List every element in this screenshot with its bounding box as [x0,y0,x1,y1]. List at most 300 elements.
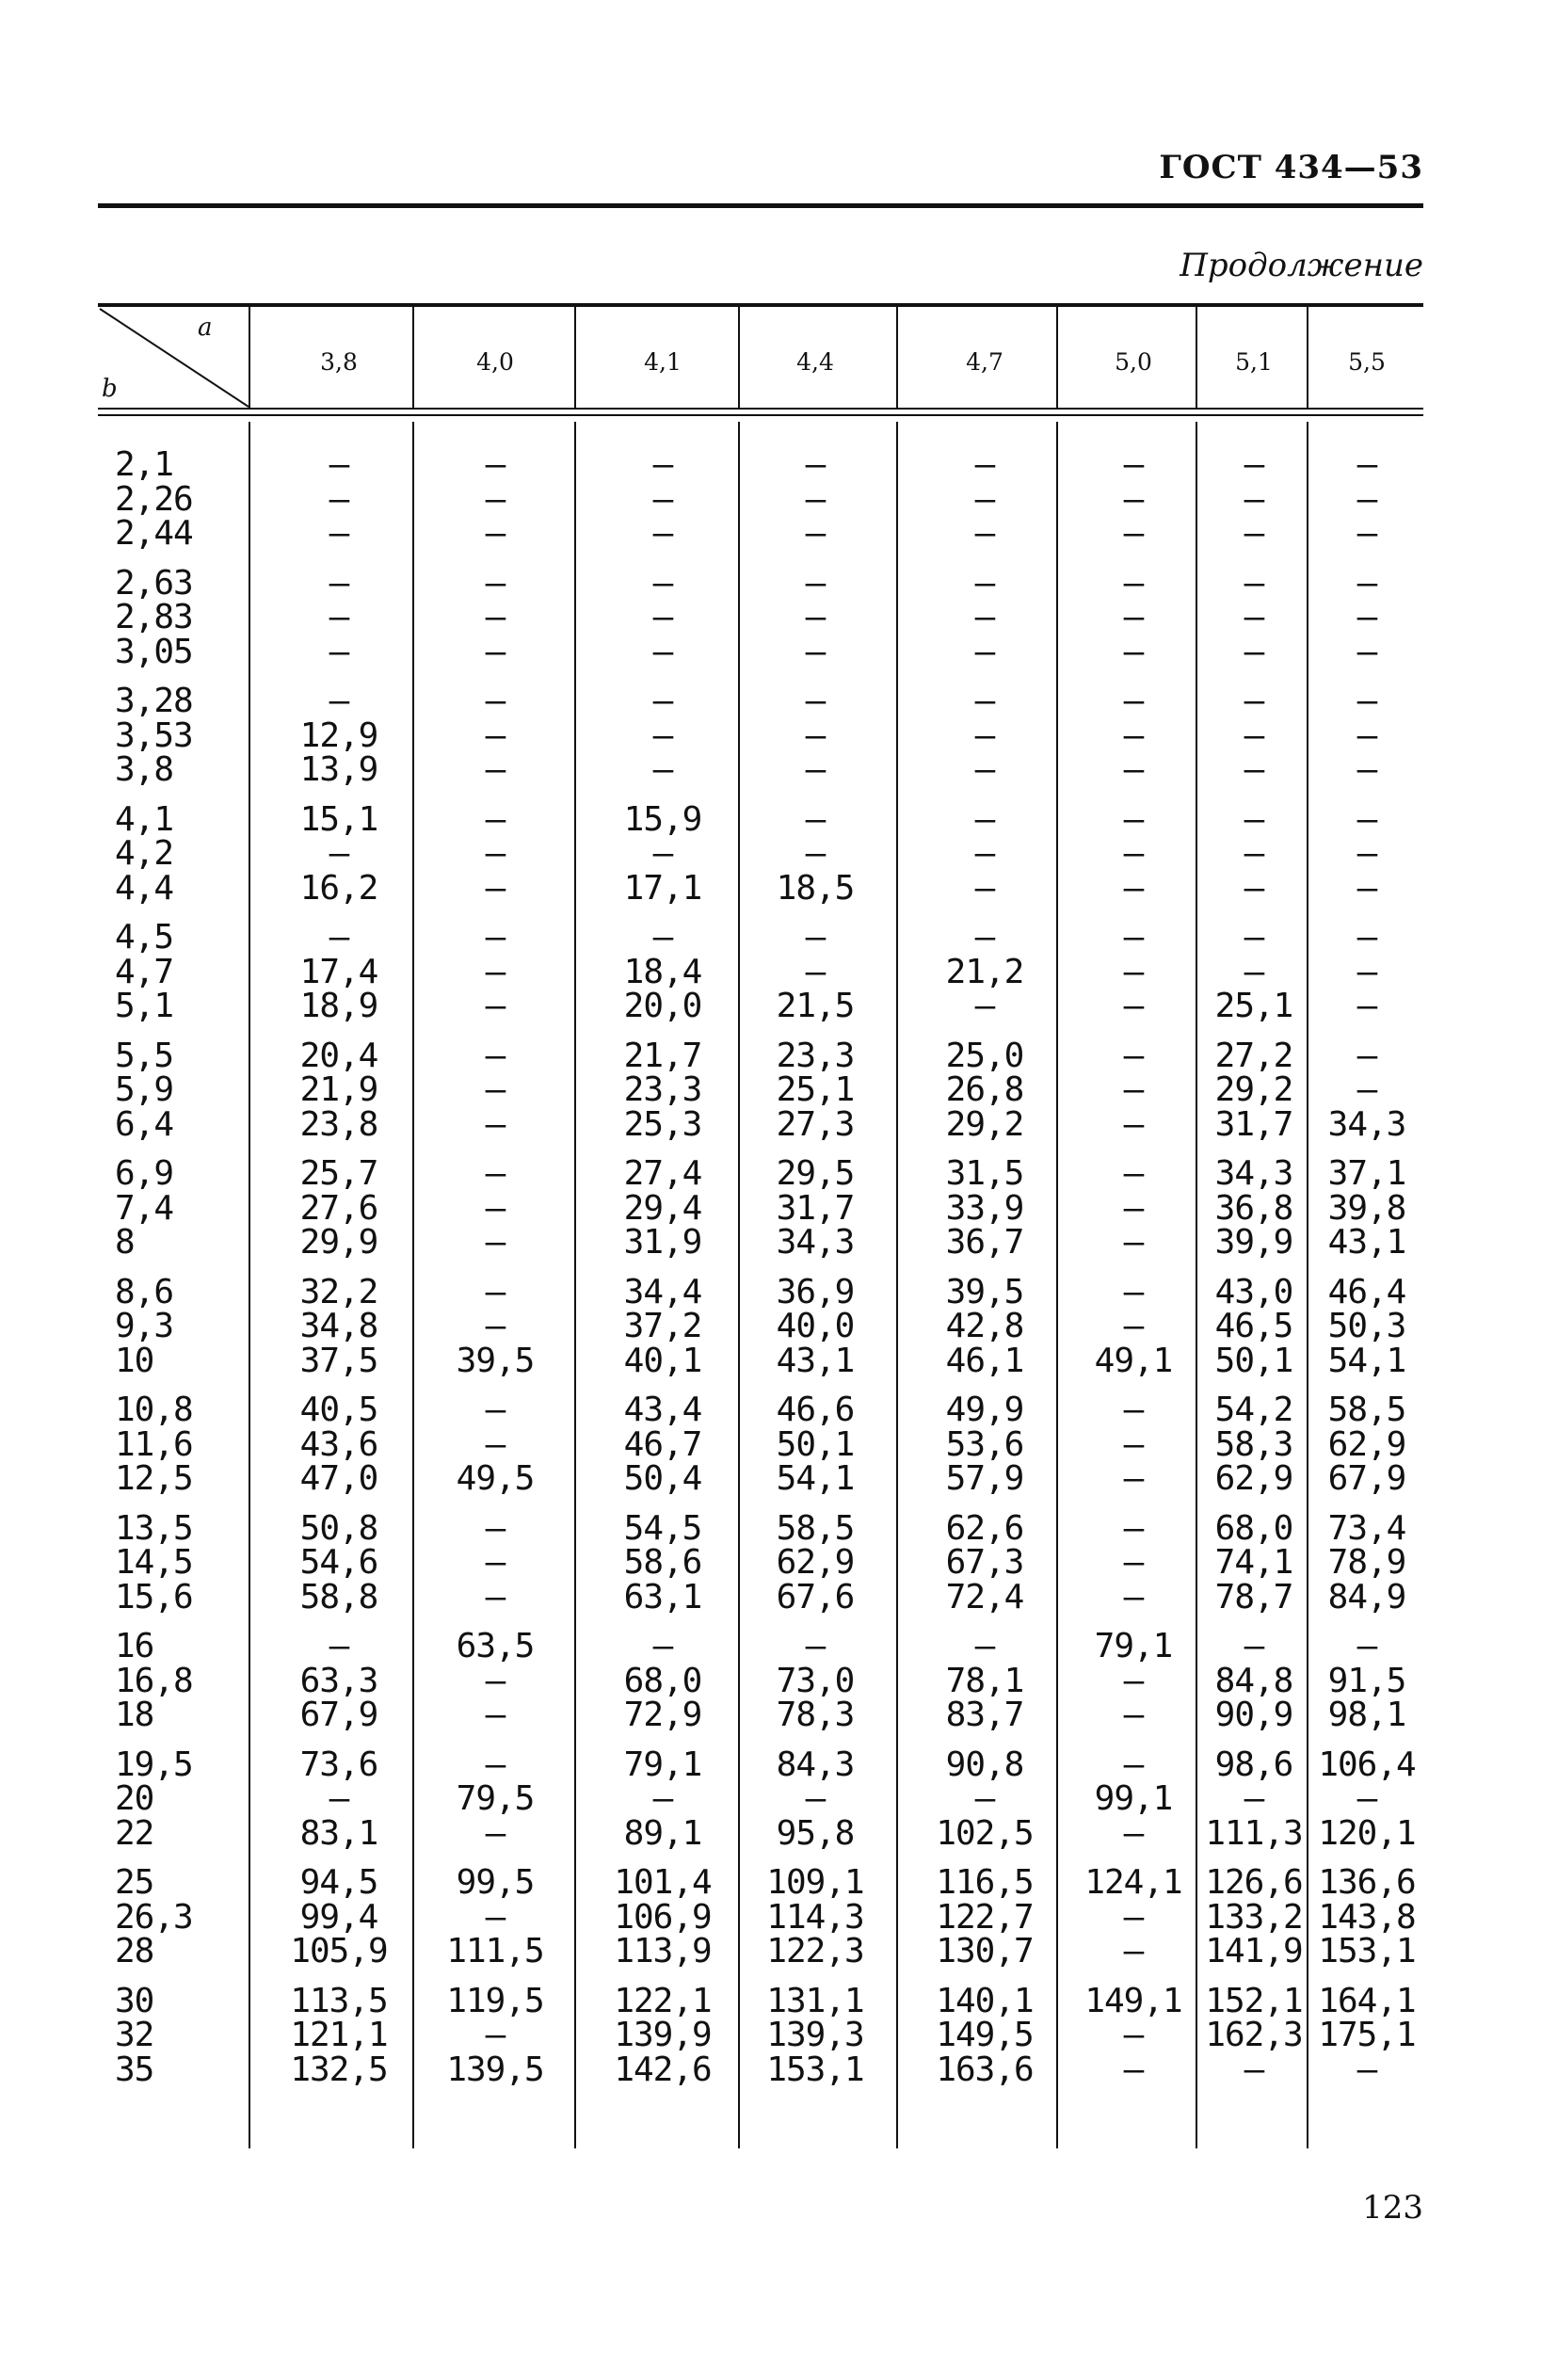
table-cell: — [1123,918,1144,957]
table-cell: 132,5 [290,2050,388,2089]
table-cell: 39,9 [1214,1223,1293,1262]
table-cell: 101,4 [614,1863,712,1902]
table-cell: — [1123,1104,1144,1144]
table-cell: — [1356,750,1377,789]
table-cell: 78,3 [776,1696,855,1734]
table-cell: 153,1 [1318,1932,1416,1970]
table-cell: — [1123,1188,1144,1228]
table-cell: 141,9 [1205,1932,1303,1970]
table-cell: 62,6 [945,1508,1024,1548]
row-label: 28 [115,1932,154,1970]
row-label: 30 [115,1981,154,2020]
table-cell: — [485,1543,506,1582]
table-cell: — [329,1779,349,1818]
row-label: 6,9 [115,1154,174,1193]
table-cell: — [974,479,995,519]
table-cell: 34,4 [623,1272,702,1311]
table-cell: 136,6 [1318,1863,1416,1902]
table-cell: 49,1 [1094,1341,1173,1380]
table-cell: 36,7 [945,1223,1024,1262]
table-cell: — [805,445,826,484]
table-cell: — [1123,1223,1144,1262]
row-label: 12,5 [115,1459,193,1498]
table-cell: — [974,716,995,755]
table-cell: — [974,514,995,553]
table-cell: — [1244,2050,1264,2089]
table-cell: — [974,563,995,603]
table-cell: — [805,716,826,755]
table-cell: 23,8 [299,1104,378,1144]
table-cell: 49,5 [456,1459,535,1498]
table-cell: 98,6 [1214,1745,1293,1784]
table-cell: 33,9 [945,1188,1024,1228]
column-divider [1056,422,1058,2148]
table-cell: 43,6 [299,1424,378,1464]
table-cell: 68,0 [1214,1508,1293,1548]
table-cell: — [329,445,349,484]
table-cell: — [329,563,349,603]
table-cell: — [1123,1424,1144,1464]
table-cell: — [329,632,349,671]
table-cell: — [805,563,826,603]
table-cell: 25,1 [1214,987,1293,1025]
table-cell: — [329,598,349,636]
table-cell: 63,3 [299,1661,378,1700]
table-cell: — [1123,868,1144,908]
row-label: 3,53 [115,716,193,755]
table-cell: 26,8 [945,1070,1024,1109]
table-cell: 39,5 [945,1272,1024,1311]
table-cell: — [485,1307,506,1345]
table-cell: 40,5 [299,1391,378,1429]
table-cell: 139,5 [446,2050,544,2089]
table-cell: 29,9 [299,1223,378,1262]
table-cell: 18,9 [299,987,378,1025]
column-header: 4,1 [644,348,682,376]
table-cell: 73,6 [299,1745,378,1784]
table-cell: 58,6 [623,1543,702,1582]
table-cell: — [1356,918,1377,957]
table-cell: — [805,750,826,789]
table-cell: 50,8 [299,1508,378,1548]
table-cell: 43,1 [1327,1223,1406,1262]
table-cell: 111,3 [1205,1813,1303,1853]
table-cell: 139,9 [614,2016,712,2054]
table-cell: — [1356,952,1377,991]
table-cell: — [1123,598,1144,636]
table-cell: — [1244,632,1264,671]
table-cell: — [485,2016,506,2054]
row-label: 6,4 [115,1104,174,1144]
table-cell: — [485,750,506,789]
table-cell: — [485,1036,506,1075]
table-cell: 126,6 [1205,1863,1303,1902]
table-cell: — [652,1779,673,1818]
table-cell: 42,8 [945,1307,1024,1345]
header-rule [98,203,1423,208]
table-cell: — [485,1070,506,1109]
table-cell: 46,7 [623,1424,702,1464]
table-cell: — [329,479,349,519]
table-cell: 46,1 [945,1341,1024,1380]
table-cell: — [485,918,506,957]
table-cell: 133,2 [1205,1897,1303,1937]
table-cell: — [485,799,506,839]
column-divider [249,422,250,2148]
table-cell: — [652,716,673,755]
table-cell: — [1123,682,1144,720]
table-cell: — [1356,1070,1377,1109]
table-cell: — [1244,799,1264,839]
table-cell: 78,7 [1214,1577,1293,1616]
header-double-rule [98,414,1423,416]
table-cell: 43,0 [1214,1272,1293,1311]
table-cell: 16,2 [299,868,378,908]
column-header: 5,0 [1115,348,1152,376]
table-cell: — [1356,632,1377,671]
table-cell: — [1356,514,1377,553]
table-cell: 83,7 [945,1696,1024,1734]
table-cell: 36,8 [1214,1188,1293,1228]
table-cell: 102,5 [936,1813,1034,1853]
row-label: 11,6 [115,1424,193,1464]
column-header: 5,5 [1348,348,1386,376]
table-cell: 74,1 [1214,1543,1293,1582]
table-cell: — [1123,514,1144,553]
table-cell: 162,3 [1205,2016,1303,2054]
table-cell: 106,9 [614,1897,712,1937]
table-cell: — [652,918,673,957]
table-cell: — [805,632,826,671]
table-cell: 27,2 [1214,1036,1293,1075]
table-cell: 46,5 [1214,1307,1293,1345]
table-cell: 79,1 [1094,1627,1173,1665]
table-cell: — [652,479,673,519]
corner-label-a: a [198,314,213,342]
table-cell: — [974,1779,995,1818]
table-cell: — [485,1391,506,1429]
table-cell: — [974,598,995,636]
table-cell: 124,1 [1084,1863,1182,1902]
table-cell: 131,1 [766,1981,864,2020]
table-cell: — [329,514,349,553]
table-cell: — [974,1627,995,1665]
table-cell: — [1123,987,1144,1025]
standard-header: ГОСТ 434—53 [1159,149,1423,186]
table-cell: 67,6 [776,1577,855,1616]
table-cell: 79,5 [456,1779,535,1818]
table-cell: 27,3 [776,1104,855,1144]
table-cell: — [1123,1459,1144,1498]
table-cell: 23,3 [623,1070,702,1109]
table-cell: 17,1 [623,868,702,908]
table-cell: 78,9 [1327,1543,1406,1582]
table-cell: 119,5 [446,1981,544,2020]
table-cell: — [485,514,506,553]
table-cell: 54,6 [299,1543,378,1582]
column-divider [1307,307,1308,408]
table-cell: 163,6 [936,2050,1034,2089]
table-cell: 25,0 [945,1036,1024,1075]
table-cell: 143,8 [1318,1897,1416,1937]
table-cell: 122,1 [614,1981,712,2020]
row-label: 2,26 [115,479,193,519]
row-label: 25 [115,1863,154,1902]
table-cell: — [1123,1897,1144,1937]
table-cell: — [652,563,673,603]
row-label: 35 [115,2050,154,2089]
row-label: 20 [115,1779,154,1818]
table-cell: 58,5 [776,1508,855,1548]
table-cell: — [485,1813,506,1853]
table-cell: 18,5 [776,868,855,908]
table-cell: 84,3 [776,1745,855,1784]
table-cell: — [329,918,349,957]
column-divider [896,307,898,408]
table-cell: — [974,632,995,671]
table-cell: 20,0 [623,987,702,1025]
table-cell: 31,5 [945,1154,1024,1193]
table-cell: 54,2 [1214,1391,1293,1429]
table-cell: — [805,952,826,991]
table-cell: — [1244,514,1264,553]
table-cell: — [1244,716,1264,755]
table-cell: — [485,1508,506,1548]
row-label: 7,4 [115,1188,174,1228]
table-cell: 139,3 [766,2016,864,2054]
table-cell: — [1356,2050,1377,2089]
table-cell: — [1123,632,1144,671]
table-cell: 120,1 [1318,1813,1416,1853]
table-cell: 153,1 [766,2050,864,2089]
table-cell: 67,3 [945,1543,1024,1582]
table-cell: 91,5 [1327,1661,1406,1700]
table-cell: 90,8 [945,1745,1024,1784]
row-label: 15,6 [115,1577,193,1616]
table-cell: — [1356,682,1377,720]
table-cell: — [485,987,506,1025]
table-cell: 79,1 [623,1745,702,1784]
table-cell: 34,3 [1327,1104,1406,1144]
table-cell: 31,7 [1214,1104,1293,1144]
table-cell: — [805,514,826,553]
table-cell: 27,6 [299,1188,378,1228]
table-cell: — [974,799,995,839]
table-cell: — [1123,1543,1144,1582]
table-cell: 67,9 [299,1696,378,1734]
row-label: 2,1 [115,445,174,484]
row-label: 14,5 [115,1543,193,1582]
table-cell: — [974,987,995,1025]
table-cell: — [1244,479,1264,519]
row-label: 3,28 [115,682,193,720]
table-cell: — [1123,1696,1144,1734]
row-label: 26,3 [115,1897,193,1937]
table-cell: 43,1 [776,1341,855,1380]
table-cell: 122,7 [936,1897,1034,1937]
table-cell: — [1356,1036,1377,1075]
table-cell: 39,5 [456,1341,535,1380]
table-cell: 15,9 [623,799,702,839]
table-cell: 116,5 [936,1863,1034,1902]
table-cell: 111,5 [446,1932,544,1970]
table-cell: 21,7 [623,1036,702,1075]
table-cell: — [1244,445,1264,484]
table-cell: 58,5 [1327,1391,1406,1429]
table-cell: 84,8 [1214,1661,1293,1700]
row-label: 16 [115,1627,154,1665]
table-cell: — [805,479,826,519]
table-cell: 83,1 [299,1813,378,1853]
table-cell: 23,3 [776,1036,855,1075]
table-cell: 25,1 [776,1070,855,1109]
table-cell: 40,1 [623,1341,702,1380]
table-cell: 37,5 [299,1341,378,1380]
table-cell: — [1356,716,1377,755]
table-cell: 175,1 [1318,2016,1416,2054]
table-cell: 114,3 [766,1897,864,1937]
table-cell: — [1123,952,1144,991]
row-label: 18 [115,1696,154,1734]
table-cell: 47,0 [299,1459,378,1498]
table-cell: — [1244,682,1264,720]
table-cell: — [652,514,673,553]
table-cell: 106,4 [1318,1745,1416,1784]
table-cell: 25,3 [623,1104,702,1144]
column-divider [1196,307,1197,408]
table-cell: — [1356,445,1377,484]
table-cell: 89,1 [623,1813,702,1853]
table-cell: 73,0 [776,1661,855,1700]
continuation-label: Продолжение [1180,247,1423,284]
column-divider [574,307,576,408]
table-cell: — [1123,1036,1144,1075]
table-cell: — [974,918,995,957]
column-divider [738,422,740,2148]
table-cell: — [1123,799,1144,839]
table-cell: 68,0 [623,1661,702,1700]
table-cell: — [485,1104,506,1144]
row-label: 4,5 [115,918,174,957]
row-label: 4,2 [115,834,174,873]
table-cell: — [652,598,673,636]
table-cell: 50,1 [776,1424,855,1464]
table-cell: 152,1 [1205,1981,1303,2020]
row-label: 10,8 [115,1391,193,1429]
table-cell: — [1123,1272,1144,1311]
table-cell: 34,8 [299,1307,378,1345]
row-label: 4,4 [115,868,174,908]
table-cell: — [485,834,506,873]
table-cell: 29,2 [945,1104,1024,1144]
corner-diagonal [98,307,250,410]
table-cell: 72,4 [945,1577,1024,1616]
table-cell: — [1244,834,1264,873]
table-cell: — [485,563,506,603]
table-cell: 164,1 [1318,1981,1416,2020]
table-cell: 121,1 [290,2016,388,2054]
table-cell: — [485,445,506,484]
row-label: 10 [115,1341,154,1380]
table-cell: — [652,445,673,484]
table-cell: — [652,1627,673,1665]
table-cell: — [1244,1779,1264,1818]
table-cell: — [485,868,506,908]
row-label: 22 [115,1813,154,1853]
table-cell: 57,9 [945,1459,1024,1498]
table-cell: — [1244,598,1264,636]
table-cell: — [485,1188,506,1228]
table-cell: 113,9 [614,1932,712,1970]
table-cell: 46,6 [776,1391,855,1429]
table-cell: — [485,1154,506,1193]
table-cell: 50,4 [623,1459,702,1498]
table-cell: — [485,1577,506,1616]
table-cell: 25,7 [299,1154,378,1193]
table-cell: — [1123,2016,1144,2054]
table-cell: 32,2 [299,1272,378,1311]
table-cell: — [485,952,506,991]
table-cell: 130,7 [936,1932,1034,1970]
table-cell: — [1123,2050,1144,2089]
table-cell: 50,1 [1214,1341,1293,1380]
table-cell: 67,9 [1327,1459,1406,1498]
table-cell: — [805,598,826,636]
column-divider [412,422,414,2148]
table-cell: — [485,682,506,720]
table-cell: — [1123,750,1144,789]
row-label: 8 [115,1223,135,1262]
row-label: 5,5 [115,1036,174,1075]
table-cell: — [805,918,826,957]
table-cell: — [1356,868,1377,908]
row-label: 32 [115,2016,154,2054]
table-cell: — [1123,716,1144,755]
table-cell: — [485,1897,506,1937]
table-cell: 122,3 [766,1932,864,1970]
table-cell: 84,9 [1327,1577,1406,1616]
header-double-rule [98,408,1423,410]
table-cell: 99,4 [299,1897,378,1937]
table-cell: — [974,445,995,484]
row-label: 2,83 [115,598,193,636]
table-cell: 94,5 [299,1863,378,1902]
table-cell: 62,9 [776,1543,855,1582]
column-divider [249,307,250,408]
table-cell: — [1356,563,1377,603]
table-cell: 27,4 [623,1154,702,1193]
table-cell: 63,1 [623,1577,702,1616]
table-cell: — [1123,1391,1144,1429]
table-cell: — [652,750,673,789]
table-cell: — [485,1745,506,1784]
table-cell: — [1123,445,1144,484]
table-cell: — [1123,1661,1144,1700]
table-cell: 58,3 [1214,1424,1293,1464]
column-divider [574,422,576,2148]
table-cell: — [1356,834,1377,873]
table-cell: 54,1 [776,1459,855,1498]
column-header: 4,0 [476,348,514,376]
table-cell: 20,4 [299,1036,378,1075]
table-cell: 21,5 [776,987,855,1025]
column-header: 4,7 [966,348,1003,376]
table-cell: — [974,682,995,720]
table-cell: — [1356,1779,1377,1818]
row-label: 3,05 [115,632,193,671]
table-cell: — [1123,1813,1144,1853]
table-cell: 142,6 [614,2050,712,2089]
